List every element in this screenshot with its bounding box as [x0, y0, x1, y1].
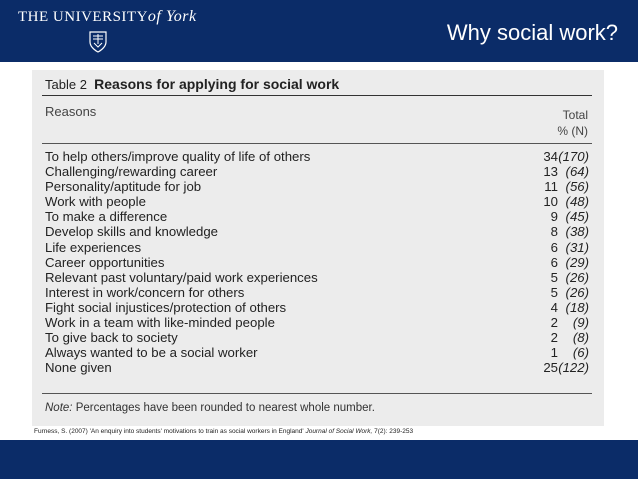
reason-cell: Relevant past voluntary/paid work experiences: [45, 269, 318, 285]
reason-cell: None given: [45, 360, 112, 376]
table-image: [32, 70, 604, 426]
table-rule-header: [42, 143, 592, 144]
reason-cell: Fight social injustices/protection of others: [45, 299, 287, 315]
logo-prefix: THE UNIVERSITY: [18, 9, 148, 25]
percent-cell: 10: [543, 194, 558, 210]
count-cell: (8): [572, 330, 589, 346]
table-note-label: Note:: [45, 402, 73, 414]
reason-cell: Personality/aptitude for job: [45, 179, 202, 195]
count-cell: (38): [565, 224, 589, 240]
percent-cell: 5: [550, 269, 558, 285]
count-cell: (6): [572, 345, 589, 361]
table-row: [43, 194, 593, 209]
crest-icon: [88, 30, 108, 54]
reason-cell: Career opportunities: [45, 254, 165, 270]
reason-cell: Always wanted to be a social worker: [45, 345, 258, 361]
table-row: [43, 164, 593, 179]
table-rule-top: [42, 95, 592, 96]
table-row: [43, 315, 593, 330]
count-cell: (122): [558, 360, 589, 376]
table-caption-label: Table 2: [45, 77, 87, 92]
count-cell: (48): [565, 194, 589, 210]
count-cell: (18): [565, 299, 589, 315]
percent-cell: 13: [543, 164, 558, 180]
column-header-total: [557, 107, 588, 139]
footer-bar: [0, 440, 638, 479]
reason-cell: To make a difference: [45, 209, 168, 225]
reason-cell: To help others/improve quality of life of others: [45, 149, 311, 164]
table-rule-bottom: [42, 393, 592, 394]
reason-cell: Interest in work/concern for others: [45, 284, 245, 300]
percent-cell: 34: [543, 149, 558, 164]
reason-cell: Work in a team with like-minded people: [45, 315, 275, 331]
table-row: [43, 224, 593, 239]
count-cell: (9): [572, 315, 589, 331]
percent-cell: 5: [550, 284, 558, 300]
table-body: [43, 149, 593, 375]
table-row: [43, 179, 593, 194]
percent-cell: 8: [550, 224, 558, 240]
percent-cell: 6: [550, 254, 558, 270]
reason-cell: Life experiences: [45, 239, 142, 255]
reason-cell: To give back to society: [45, 330, 178, 346]
percent-cell: 2: [550, 315, 558, 331]
percent-cell: 25: [543, 360, 558, 376]
count-cell: (31): [565, 239, 589, 255]
table-row: [43, 300, 593, 315]
table-row: [43, 240, 593, 255]
column-header-reasons: Reasons: [45, 104, 97, 119]
table-note: [45, 402, 375, 414]
reason-cell: Develop skills and knowledge: [45, 224, 219, 240]
slide-title: Why social work?: [446, 20, 618, 45]
percent-cell: 6: [550, 239, 558, 255]
percent-cell: 1: [550, 345, 558, 361]
citation-prefix: Furness, S. (2007) 'An enquiry into students' motivations to train as social workers in England': [34, 428, 304, 435]
table-note-text: Percentages have been rounded to nearest whole number.: [75, 402, 375, 414]
count-cell: (26): [565, 284, 589, 300]
logo-suffix: of York: [147, 8, 197, 25]
table-row: [43, 209, 593, 224]
table-row: [43, 149, 593, 164]
column-header-total-line2: % (N): [557, 124, 588, 138]
table-row: [43, 330, 593, 345]
table-row: [43, 345, 593, 360]
count-cell: (26): [565, 269, 589, 285]
count-cell: (29): [565, 254, 589, 270]
percent-cell: 2: [550, 330, 558, 346]
citation-suffix: 7(2): 239-253: [374, 428, 414, 435]
count-cell: (170): [558, 149, 589, 164]
percent-cell: 4: [550, 299, 558, 315]
table-caption-title: Reasons for applying for social work: [94, 76, 340, 92]
count-cell: (56): [565, 179, 589, 195]
header-bar: [0, 0, 638, 62]
citation-journal: Journal of Social Work,: [305, 428, 373, 435]
table-row: [43, 255, 593, 270]
percent-cell: 9: [550, 209, 558, 225]
citation: [34, 428, 413, 435]
table-row: [43, 360, 593, 375]
table-caption: [45, 76, 339, 92]
table-row: [43, 285, 593, 300]
university-logo: [18, 8, 197, 26]
reason-cell: Work with people: [45, 194, 146, 210]
count-cell: (64): [565, 164, 589, 180]
percent-cell: 11: [544, 179, 558, 195]
count-cell: (45): [565, 209, 589, 225]
column-header-total-line1: Total: [562, 108, 588, 122]
reason-cell: Challenging/rewarding career: [45, 164, 218, 180]
table-row: [43, 270, 593, 285]
